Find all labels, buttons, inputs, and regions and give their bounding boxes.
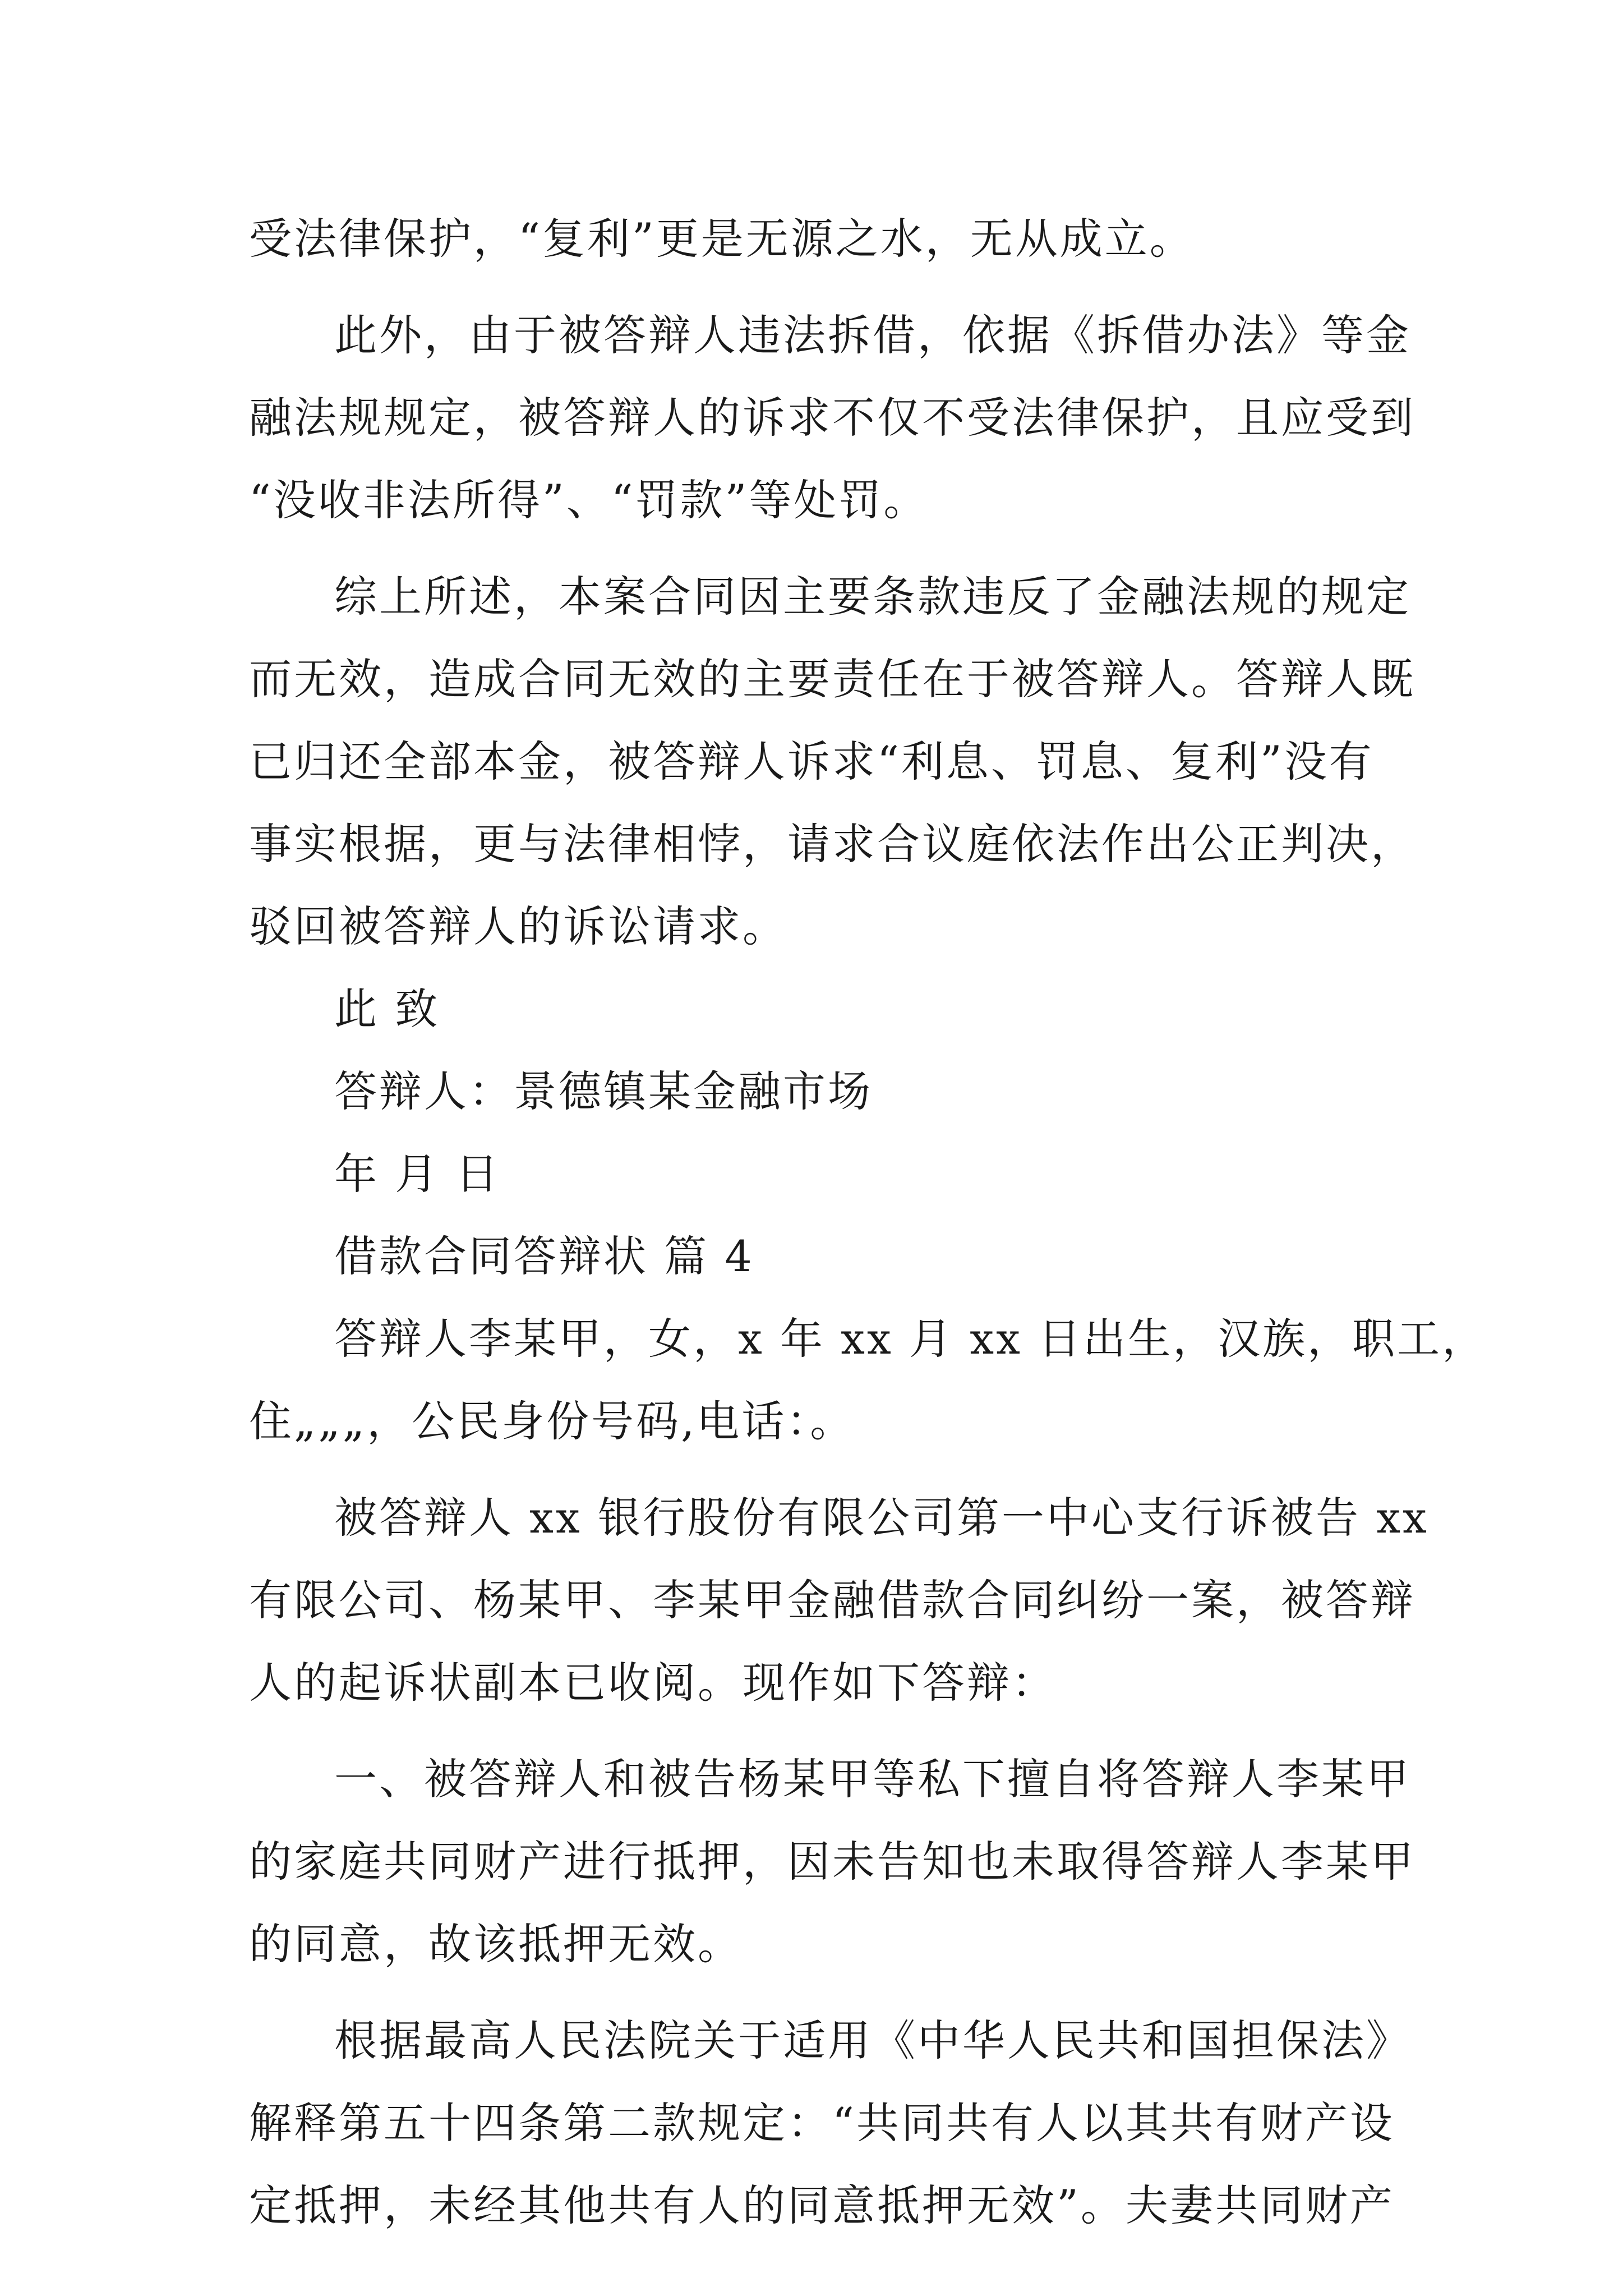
text-line: 答辩人李某甲，女，x 年 xx 月 xx 日出生，汉族，职工， xyxy=(334,1314,1487,1364)
text-line: 驳回被答辩人的诉讼请求。 xyxy=(249,901,787,951)
text-line: 事实根据，更与法律相悖，请求合议庭依法作出公正判决， xyxy=(249,819,1415,869)
text-line: 已归还全部本金，被答辩人诉求“利息、罚息、复利”没有 xyxy=(249,737,1374,786)
text-line: 人的起诉状副本已收阅。现作如下答辩： xyxy=(249,1658,1057,1708)
text-line: “没收非法所得”、“罚款”等处罚。 xyxy=(249,475,929,525)
text-line: 定抵押，未经其他共有人的同意抵押无效”。夫妻共同财产 xyxy=(249,2180,1395,2230)
text-line: 根据最高人民法院关于适用《中华人民共和国担保法》 xyxy=(334,2016,1411,2065)
text-line: 综上所述，本案合同因主要条款违反了金融法规的规定 xyxy=(334,572,1411,622)
text-line: 有限公司、杨某甲、李某甲金融借款合同纠纷一案，被答辩 xyxy=(249,1575,1415,1625)
text-line: 的同意，故该抵押无效。 xyxy=(249,1919,743,1969)
text-line: 年 月 日 xyxy=(334,1149,501,1199)
text-line: 此 致 xyxy=(334,984,440,1034)
text-line: 解释第五十四条第二款规定：“共同共有人以其共有财产设 xyxy=(249,2098,1395,2148)
text-line: 答辩人：景德镇某金融市场 xyxy=(334,1066,873,1116)
text-line: 此外，由于被答辩人违法拆借，依据《拆借办法》等金 xyxy=(334,310,1411,360)
text-line: 融法规规定，被答辩人的诉求不仅不受法律保护，且应受到 xyxy=(249,393,1415,443)
text-line: 被答辩人 xx 银行股份有限公司第一中心支行诉被告 xx xyxy=(334,1493,1429,1543)
text-line: 住„„„，公民身份号码,电话：。 xyxy=(249,1396,855,1446)
text-line: 受法律保护，“复利”更是无源之水，无从成立。 xyxy=(249,214,1195,264)
section-heading: 借款合同答辩状 篇 4 xyxy=(334,1231,754,1281)
text-line: 一、被答辩人和被告杨某甲等私下擅自将答辩人李某甲 xyxy=(334,1754,1411,1804)
document-body xyxy=(249,197,1487,2247)
text-line: 的家庭共同财产进行抵押，因未告知也未取得答辩人李某甲 xyxy=(249,1837,1415,1887)
text-line: 而无效，造成合同无效的主要责任在于被答辩人。答辩人既 xyxy=(249,654,1415,704)
